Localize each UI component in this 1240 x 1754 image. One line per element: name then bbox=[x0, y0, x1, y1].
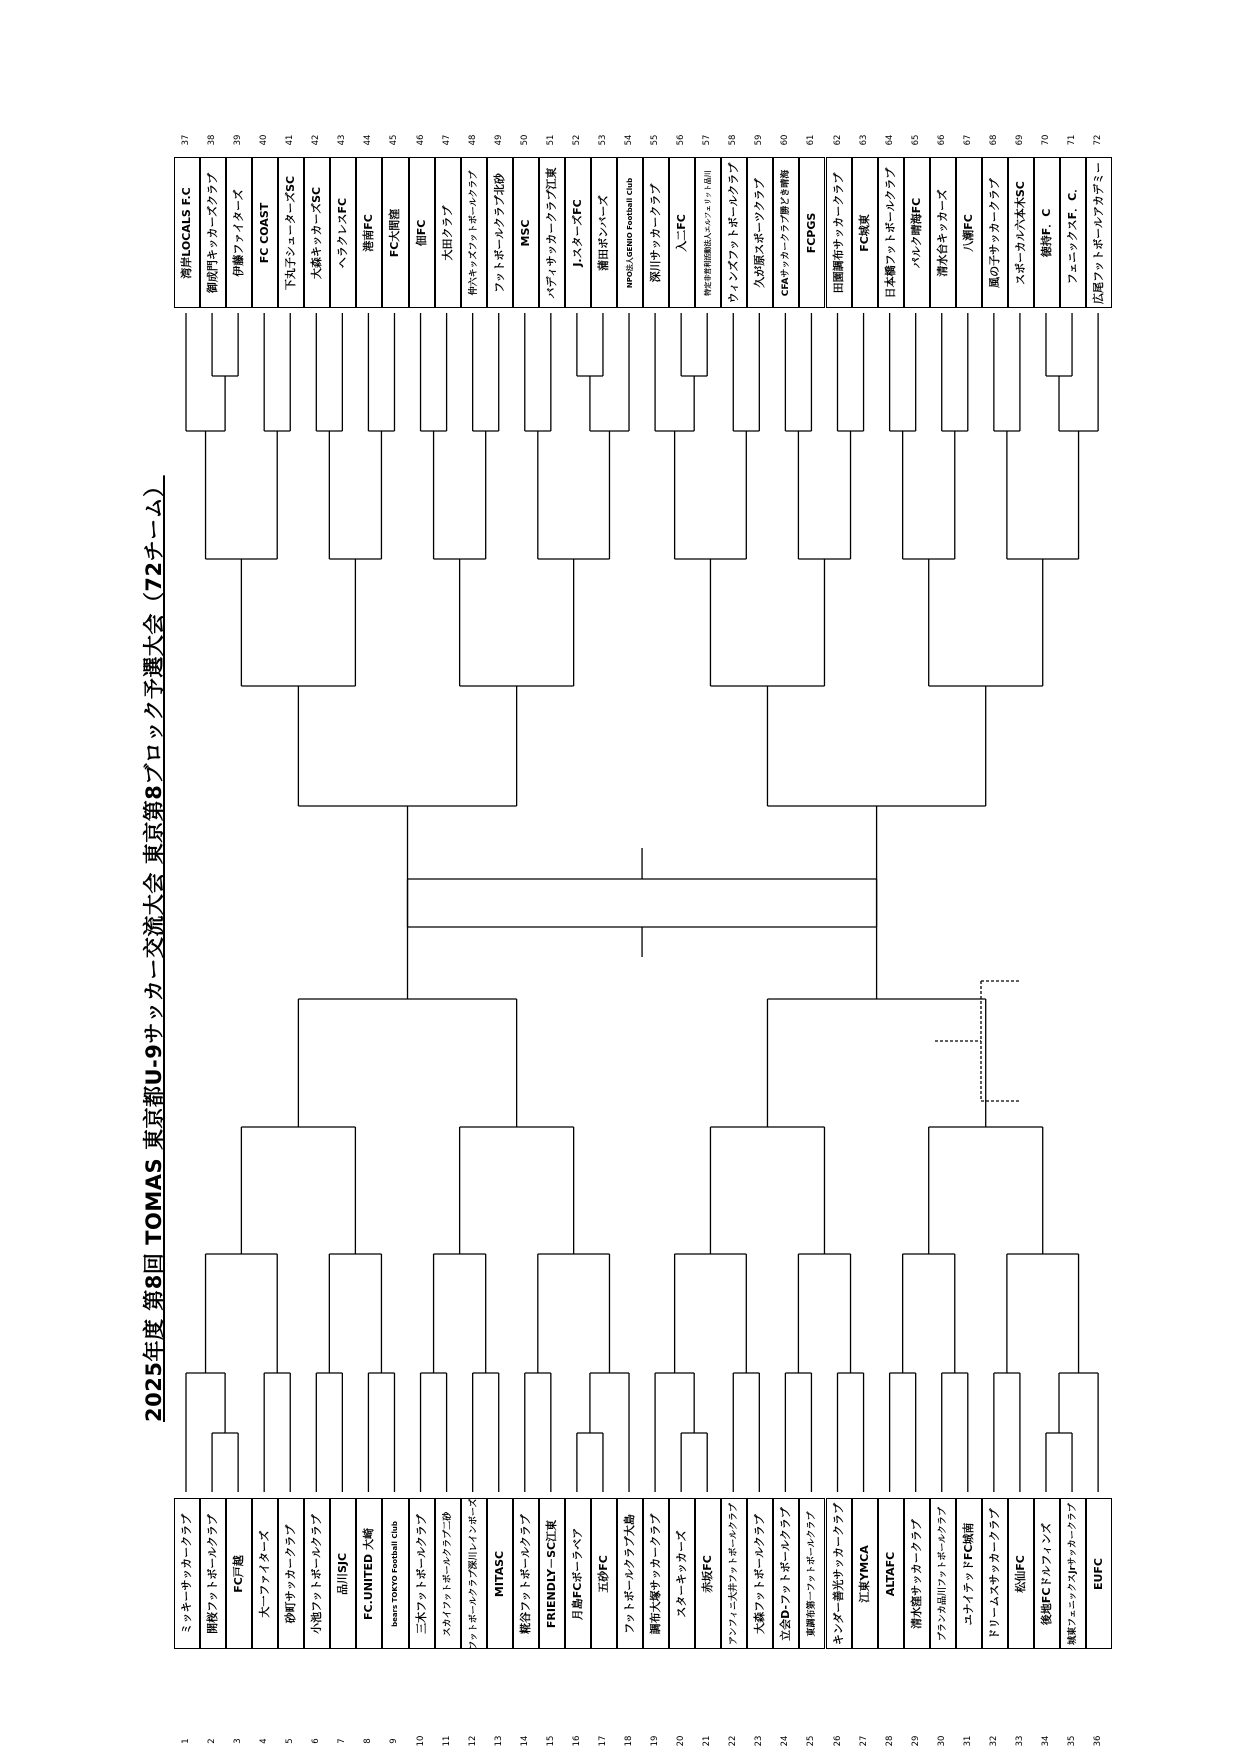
team-number: 70 bbox=[1040, 134, 1051, 146]
team-name: 湾岸LOCALS F.C bbox=[180, 186, 194, 279]
team-name: 開桜フットボールクラブ bbox=[206, 1513, 220, 1634]
team-number: 47 bbox=[441, 134, 452, 146]
team-name: パルク晴海FC bbox=[909, 197, 923, 268]
team-name: 赤坂FC bbox=[701, 1554, 715, 1593]
team-number: 53 bbox=[597, 134, 608, 146]
team-number: 15 bbox=[545, 1735, 556, 1747]
team-name: ブランカ品川フットボールクラブ bbox=[937, 1506, 948, 1641]
team-name: 品川SJC bbox=[336, 1552, 350, 1595]
team-name: 大森キッカーズSC bbox=[310, 186, 324, 279]
team-number: 64 bbox=[884, 134, 895, 146]
team-number: 11 bbox=[441, 1735, 452, 1747]
team-number: 16 bbox=[571, 1735, 582, 1747]
team-name: 入二FC bbox=[675, 213, 689, 252]
team-number: 45 bbox=[389, 134, 400, 146]
team-name: 深川サッカークラブ bbox=[649, 183, 663, 282]
team-name: 日本橋フットボールクラブ bbox=[883, 167, 897, 298]
team-name: J.スターズFC bbox=[570, 198, 584, 267]
team-name: 久が原スポーツクラブ bbox=[753, 177, 767, 288]
team-name: 調布大塚サッカークラブ bbox=[649, 1513, 663, 1634]
team-name: FC.UNITED 大崎 bbox=[362, 1527, 376, 1620]
team-number: 37 bbox=[181, 134, 191, 146]
team-number: 60 bbox=[780, 134, 791, 146]
team-name: 田園調布サッカークラブ bbox=[831, 172, 845, 293]
team-number: 57 bbox=[702, 134, 713, 146]
team-number: 69 bbox=[1014, 134, 1025, 146]
team-name: フットボールクラブ大島 bbox=[623, 1513, 637, 1634]
team-number: 56 bbox=[676, 134, 687, 146]
team-number: 9 bbox=[389, 1738, 400, 1744]
team-number: 49 bbox=[493, 134, 504, 146]
team-number: 1 bbox=[181, 1738, 191, 1744]
team-number: 59 bbox=[754, 134, 765, 146]
team-number: 71 bbox=[1067, 134, 1078, 146]
team-name: フェニックスF．C． bbox=[1066, 181, 1080, 284]
team-number: 14 bbox=[519, 1735, 530, 1747]
team-number: 58 bbox=[728, 134, 739, 146]
team-name: ウィンズフットボールクラブ bbox=[727, 162, 741, 303]
team-name: キンダー善光サッカークラブ bbox=[831, 1502, 845, 1645]
team-name: 立会D-フットボールクラブ bbox=[779, 1506, 793, 1641]
team-name: FC COAST bbox=[258, 202, 272, 263]
team-name: bears TOKYO Football Club bbox=[391, 1520, 400, 1627]
team-name: アンフィニ大井フットボールクラブ bbox=[729, 1502, 740, 1645]
team-number: 50 bbox=[519, 134, 530, 146]
team-name: スカイフットボールクラブ二砂 bbox=[442, 1511, 453, 1636]
team-name: ユナイテッドFC城南 bbox=[961, 1522, 975, 1625]
team-name: 特定非営利活動法人エルフェリット品川 bbox=[704, 169, 713, 296]
team-name: バディサッカークラブ江東 bbox=[544, 167, 558, 298]
team-number: 20 bbox=[676, 1735, 687, 1747]
team-name: ミッキーサッカークラブ bbox=[180, 1513, 194, 1634]
team-number: 61 bbox=[806, 134, 817, 146]
team-number: 66 bbox=[936, 134, 947, 146]
team-number: 63 bbox=[858, 134, 869, 146]
team-name: 風の子サッカークラブ bbox=[987, 177, 1001, 288]
team-number: 46 bbox=[415, 134, 426, 146]
team-name: 月島FCボーラベア bbox=[570, 1527, 584, 1620]
team-number: 8 bbox=[363, 1738, 374, 1744]
team-name: MITASC bbox=[492, 1550, 506, 1597]
team-number: 52 bbox=[571, 134, 582, 146]
team-name: ALTAFC bbox=[883, 1551, 897, 1596]
team-number: 12 bbox=[467, 1735, 478, 1747]
team-number: 55 bbox=[650, 134, 661, 146]
team-name: 糀谷フットボールクラブ bbox=[518, 1513, 532, 1634]
team-number: 23 bbox=[754, 1735, 765, 1747]
team-name: スポーカル六本木SC bbox=[1013, 180, 1027, 285]
team-number: 36 bbox=[1093, 1735, 1104, 1747]
team-number: 38 bbox=[207, 134, 218, 146]
team-name: FC戸越 bbox=[232, 1554, 246, 1593]
team-name: 佃FC bbox=[414, 219, 428, 246]
team-name: 清水台キッカーズ bbox=[935, 188, 949, 277]
team-name: FC城東 bbox=[857, 213, 871, 252]
team-name: 清水窪サッカークラブ bbox=[909, 1518, 923, 1629]
team-number: 3 bbox=[233, 1738, 244, 1744]
team-number: 6 bbox=[311, 1738, 322, 1744]
team-number: 19 bbox=[650, 1735, 661, 1747]
team-name: フットボールクラブ北砂 bbox=[492, 172, 506, 293]
team-number: 30 bbox=[936, 1735, 947, 1747]
team-number: 43 bbox=[337, 134, 348, 146]
team-name: FCPGS bbox=[805, 212, 819, 253]
team-number: 32 bbox=[988, 1735, 999, 1747]
team-number: 2 bbox=[207, 1738, 218, 1744]
team-number: 68 bbox=[988, 134, 999, 146]
team-number: 48 bbox=[467, 134, 478, 146]
team-name: 蒲田ボンバーズ bbox=[596, 194, 610, 271]
team-number: 51 bbox=[545, 134, 556, 146]
team-number: 54 bbox=[624, 134, 635, 146]
team-number: 7 bbox=[337, 1738, 348, 1744]
team-number: 40 bbox=[259, 134, 270, 146]
team-name: 松仙FC bbox=[1013, 1554, 1027, 1593]
team-number: 21 bbox=[702, 1735, 713, 1747]
team-name: スターキッカーズ bbox=[675, 1529, 689, 1618]
team-number: 65 bbox=[910, 134, 921, 146]
team-number: 31 bbox=[962, 1735, 973, 1747]
team-name: 後地FCドルフィンズ bbox=[1039, 1522, 1053, 1625]
team-number: 35 bbox=[1067, 1735, 1078, 1747]
team-name: ドリームスサッカークラブ bbox=[987, 1507, 1001, 1640]
team-name: フットボールクラブ深川レインボーズ bbox=[468, 1497, 479, 1650]
team-name: 大田クラブ bbox=[440, 205, 454, 260]
team-number: 62 bbox=[832, 134, 843, 146]
team-name: 三木フットボールクラブ bbox=[414, 1513, 428, 1634]
team-number: 34 bbox=[1040, 1735, 1051, 1747]
team-number: 44 bbox=[363, 134, 374, 146]
team-name: 城東フェニックスJrサッカークラブ bbox=[1068, 1502, 1079, 1645]
team-name: 五砂FC bbox=[596, 1554, 610, 1593]
team-number: 17 bbox=[597, 1735, 608, 1747]
team-number: 26 bbox=[832, 1735, 843, 1747]
team-name: 下丸子シューターズSC bbox=[284, 175, 298, 290]
team-name: 御成門キッカーズクラブ bbox=[206, 172, 220, 293]
team-name: EUFC bbox=[1092, 1557, 1106, 1590]
team-name: 小池フットボールクラブ bbox=[310, 1513, 324, 1634]
team-name: MSC bbox=[518, 219, 532, 246]
team-number: 24 bbox=[780, 1735, 791, 1747]
team-number: 18 bbox=[624, 1735, 635, 1747]
team-number: 25 bbox=[806, 1735, 817, 1747]
team-number: 28 bbox=[884, 1735, 895, 1747]
team-name: 伊藤ファイターズ bbox=[232, 188, 246, 277]
team-name: 大一ファイターズ bbox=[258, 1529, 272, 1618]
team-name: 広尾フットボールアカデミー bbox=[1092, 161, 1106, 304]
team-name: 江東YMCA bbox=[857, 1544, 871, 1603]
team-number: 39 bbox=[233, 134, 244, 146]
team-number: 42 bbox=[311, 134, 322, 146]
team-number: 10 bbox=[415, 1735, 426, 1747]
team-number: 67 bbox=[962, 134, 973, 146]
team-number: 29 bbox=[910, 1735, 921, 1747]
team-name: 徳持F．C bbox=[1039, 208, 1053, 257]
team-name: ヘラクレスFC bbox=[336, 197, 350, 268]
team-number: 33 bbox=[1014, 1735, 1025, 1747]
team-name: FRIENDLY－SC江東 bbox=[544, 1519, 558, 1628]
team-number: 13 bbox=[493, 1735, 504, 1747]
team-number: 4 bbox=[259, 1738, 270, 1744]
team-number: 72 bbox=[1093, 134, 1104, 146]
page-title-text: 2025年度 第8回 TOMAS 東京都U-9サッカー交流大会 東京第8ブロック予選大会（72チーム） bbox=[142, 475, 166, 1422]
team-name: CFAサッカークラブ勝どき晴海 bbox=[781, 169, 792, 296]
team-number: 41 bbox=[285, 134, 296, 146]
team-number: 5 bbox=[285, 1738, 296, 1744]
team-name: 仲六キッズフットボールクラブ bbox=[468, 170, 479, 295]
team-name: 大森フットボールクラブ bbox=[753, 1513, 767, 1634]
team-name: NPO法人GENIO Football Club bbox=[626, 177, 635, 288]
team-name: FC大間窪 bbox=[388, 208, 402, 257]
team-name: 砂町サッカークラブ bbox=[284, 1524, 298, 1623]
team-name: 東調布第一フットボールクラブ bbox=[807, 1510, 818, 1637]
team-name: 港南FC bbox=[362, 213, 376, 252]
team-number: 22 bbox=[728, 1735, 739, 1747]
team-number: 27 bbox=[858, 1735, 869, 1747]
team-name: 八潮FC bbox=[961, 213, 975, 252]
